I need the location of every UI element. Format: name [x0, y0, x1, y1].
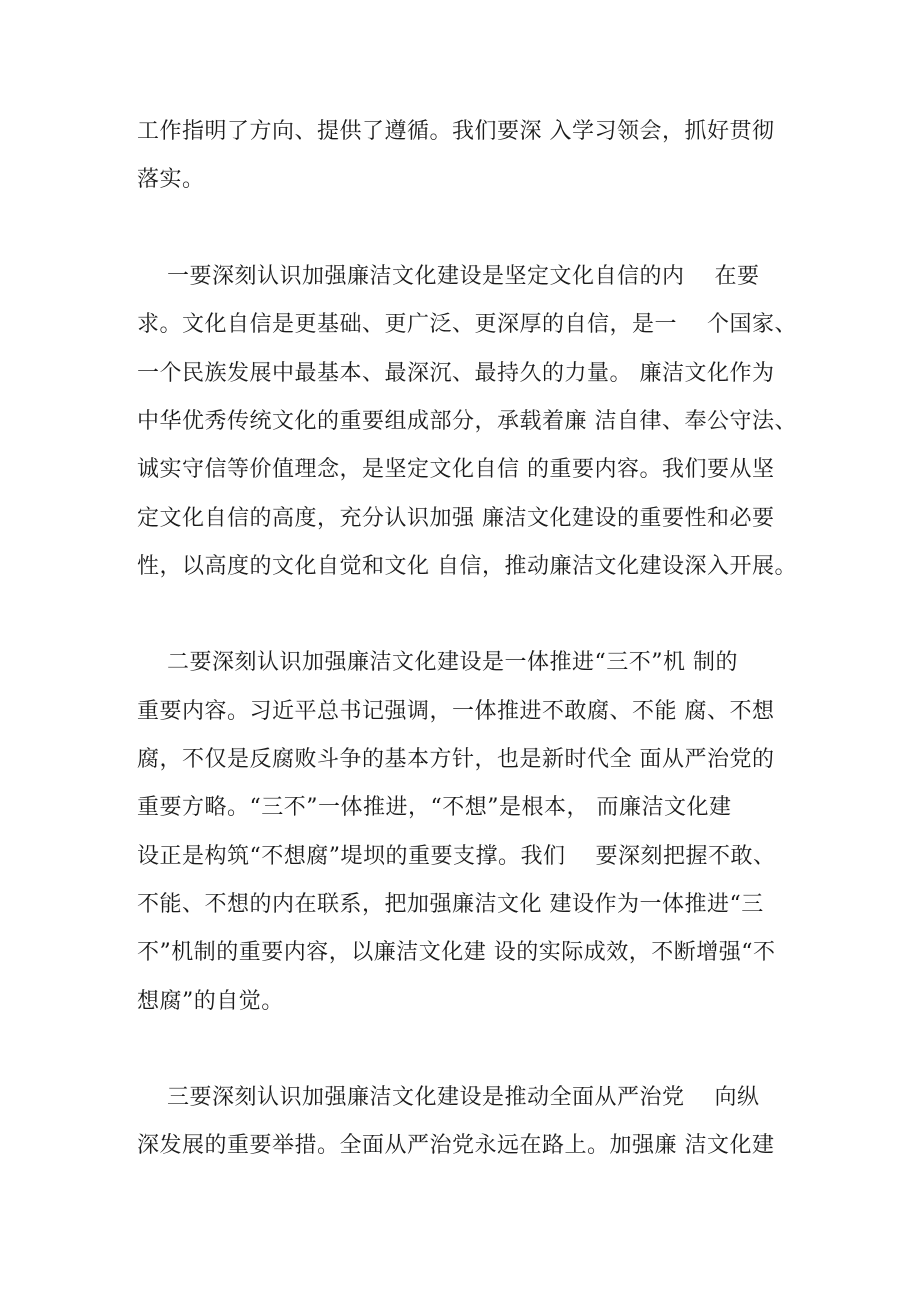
- paragraph-2-line-3: 重要方略。“三不”一体推进，“不想”是根本， 而廉洁文化建: [137, 795, 732, 820]
- paragraph-0-line-1: 落实。: [137, 167, 205, 192]
- paragraph-1-line-3: 中华优秀传统文化的重要组成部分，承载着廉 洁自律、奉公守法、: [137, 409, 797, 434]
- paragraph-0-line-0: 工作指明了方向、提供了遵循。我们要深 入学习领会，抓好贯彻: [137, 119, 775, 144]
- paragraph-1-line-2: 一个民族发展中最基本、最深沉、最持久的力量。 廉洁文化作为: [137, 361, 775, 386]
- paragraph-2-line-4: 设正是构筑“不想腐”堤坝的重要支撑。我们 要深刻把握不敢、: [137, 844, 776, 869]
- paragraph-2-line-7: 想腐”的自觉。: [137, 989, 284, 1014]
- paragraph-1-line-6: 性，以高度的文化自觉和文化 自信，推动廉洁文化建设深入开展。: [137, 554, 797, 579]
- paragraph-2-line-5: 不能、不想的内在联系，把加强廉洁文化 建设作为一体推进“三: [137, 892, 764, 917]
- paragraph-2-line-0: 二要深刻认识加强廉洁文化建设是一体推进“三不”机 制的: [137, 650, 738, 675]
- paragraph-2-line-1: 重要内容。习近平总书记强调，一体推进不敢腐、不能 腐、不想: [137, 699, 775, 724]
- paragraph-2-line-6: 不”机制的重要内容，以廉洁文化建 设的实际成效，不断增强“不: [137, 940, 776, 965]
- paragraph-3-line-1: 深发展的重要举措。全面从严治党永远在路上。加强廉 洁文化建: [137, 1133, 775, 1158]
- paragraph-3-line-0: 三要深刻认识加强廉洁文化建设是推动全面从严治党 向纵: [137, 1085, 760, 1110]
- paragraph-1-line-4: 诚实守信等价值理念，是坚定文化自信 的重要内容。我们要从坚: [137, 457, 775, 482]
- paragraph-2-line-2: 腐，不仅是反腐败斗争的基本方针，也是新时代全 面从严治党的: [137, 747, 775, 772]
- paragraph-1-line-0: 一要深刻认识加强廉洁文化建设是坚定文化自信的内 在要: [137, 264, 760, 289]
- paragraph-1-line-1: 求。文化自信是更基础、更广泛、更深厚的自信，是一 个国家、: [137, 312, 797, 337]
- paragraph-1-line-5: 定文化自信的高度，充分认识加强 廉洁文化建设的重要性和必要: [137, 506, 775, 531]
